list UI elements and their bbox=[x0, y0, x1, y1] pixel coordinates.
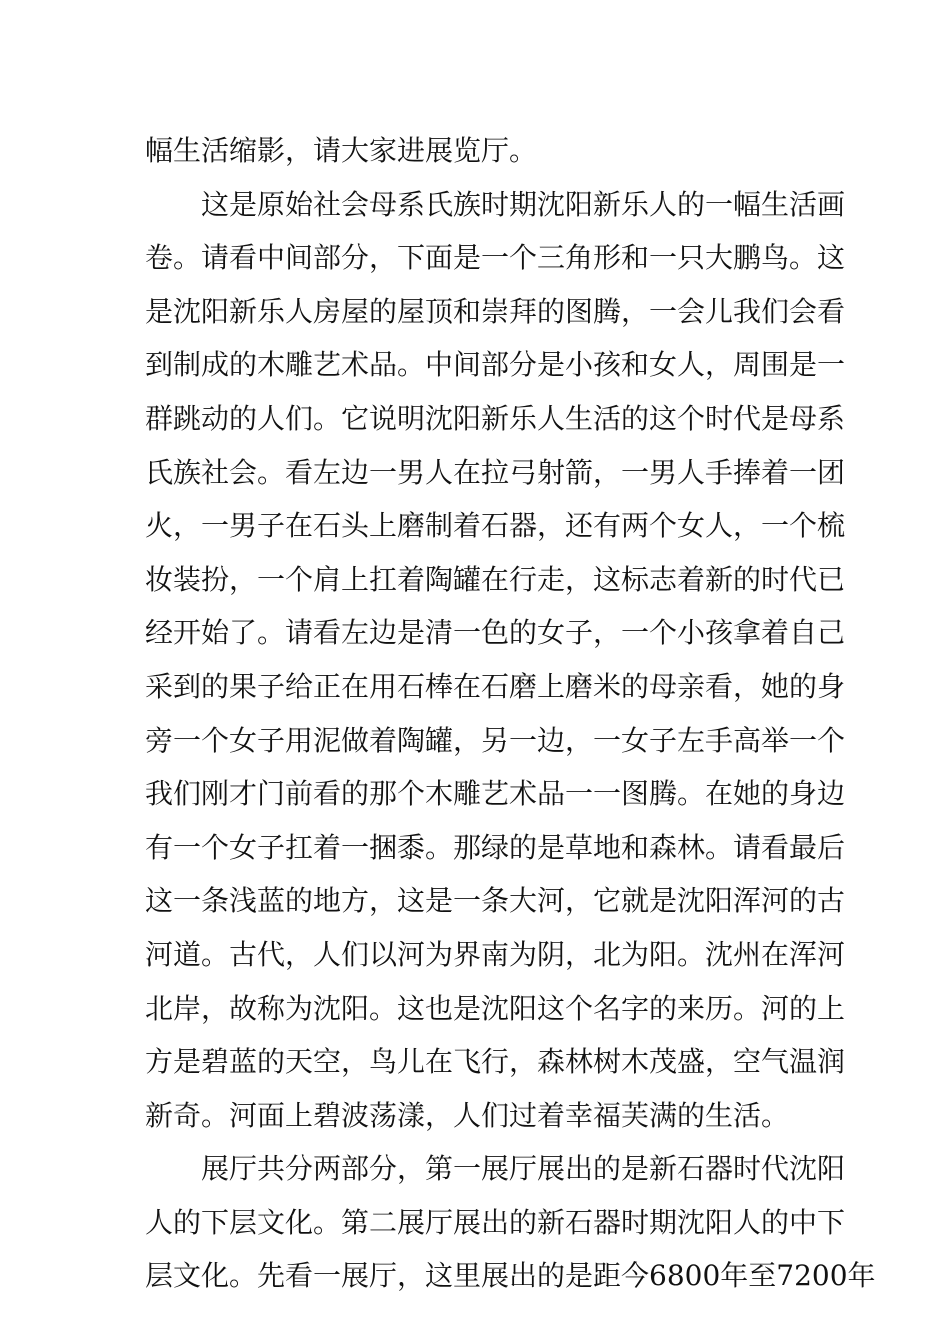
text-line: 这一条浅蓝的地方，这是一条大河，它就是沈阳浑河的古 bbox=[145, 884, 846, 918]
text-line: 到制成的木雕艺术品。中间部分是小孩和女人，周围是一 bbox=[145, 348, 846, 382]
text-line: 妆装扮，一个肩上扛着陶罐在行走，这标志着新的时代已 bbox=[145, 562, 846, 596]
text-line: 采到的果子给正在用石棒在石磨上磨米的母亲看，她的身 bbox=[145, 669, 846, 703]
text-line: 人的下层文化。第二展厅展出的新石器时期沈阳人的中下 bbox=[145, 1205, 846, 1239]
text-line: 北岸，故称为沈阳。这也是沈阳这个名字的来历。河的上 bbox=[145, 991, 846, 1025]
text-line: 火，一男子在石头上磨制着石器，还有两个女人，一个梳 bbox=[145, 509, 846, 543]
text-line: 层文化。先看一展厅，这里展出的是距今6800年至7200年 bbox=[145, 1259, 876, 1293]
text-line: 氏族社会。看左边一男人在拉弓射箭，一男人手捧着一团 bbox=[145, 455, 846, 489]
text-line: 旁一个女子用泥做着陶罐，另一边，一女子左手高举一个 bbox=[145, 723, 846, 757]
text-line: 经开始了。请看左边是清一色的女子，一个小孩拿着自己 bbox=[145, 616, 846, 650]
text-line: 方是碧蓝的天空，鸟儿在飞行，森林树木茂盛，空气温润 bbox=[145, 1045, 846, 1079]
text-line: 河道。古代，人们以河为界南为阴，北为阳。沈州在浑河 bbox=[145, 937, 846, 971]
text-line: 卷。请看中间部分，下面是一个三角形和一只大鹏鸟。这 bbox=[145, 241, 846, 275]
text-line: 是沈阳新乐人房屋的屋顶和崇拜的图腾，一会儿我们会看 bbox=[145, 294, 846, 328]
paragraph-first-line: 展厅共分两部分，第一展厅展出的是新石器时代沈阳 bbox=[201, 1152, 846, 1186]
text-line: 我们刚才门前看的那个木雕艺术品一一图腾。在她的身边 bbox=[145, 777, 846, 811]
paragraph-first-line: 这是原始社会母系氏族时期沈阳新乐人的一幅生活画 bbox=[201, 187, 846, 221]
text-line: 新奇。河面上碧波荡漾，人们过着幸福芙满的生活。 bbox=[145, 1098, 790, 1132]
text-line: 群跳动的人们。它说明沈阳新乐人生活的这个时代是母系 bbox=[145, 401, 846, 435]
body-text bbox=[145, 124, 876, 1303]
text-line: 幅生活缩影，请大家进展览厅。 bbox=[145, 134, 538, 167]
text-line: 有一个女子扛着一捆黍。那绿的是草地和森林。请看最后 bbox=[145, 830, 846, 864]
